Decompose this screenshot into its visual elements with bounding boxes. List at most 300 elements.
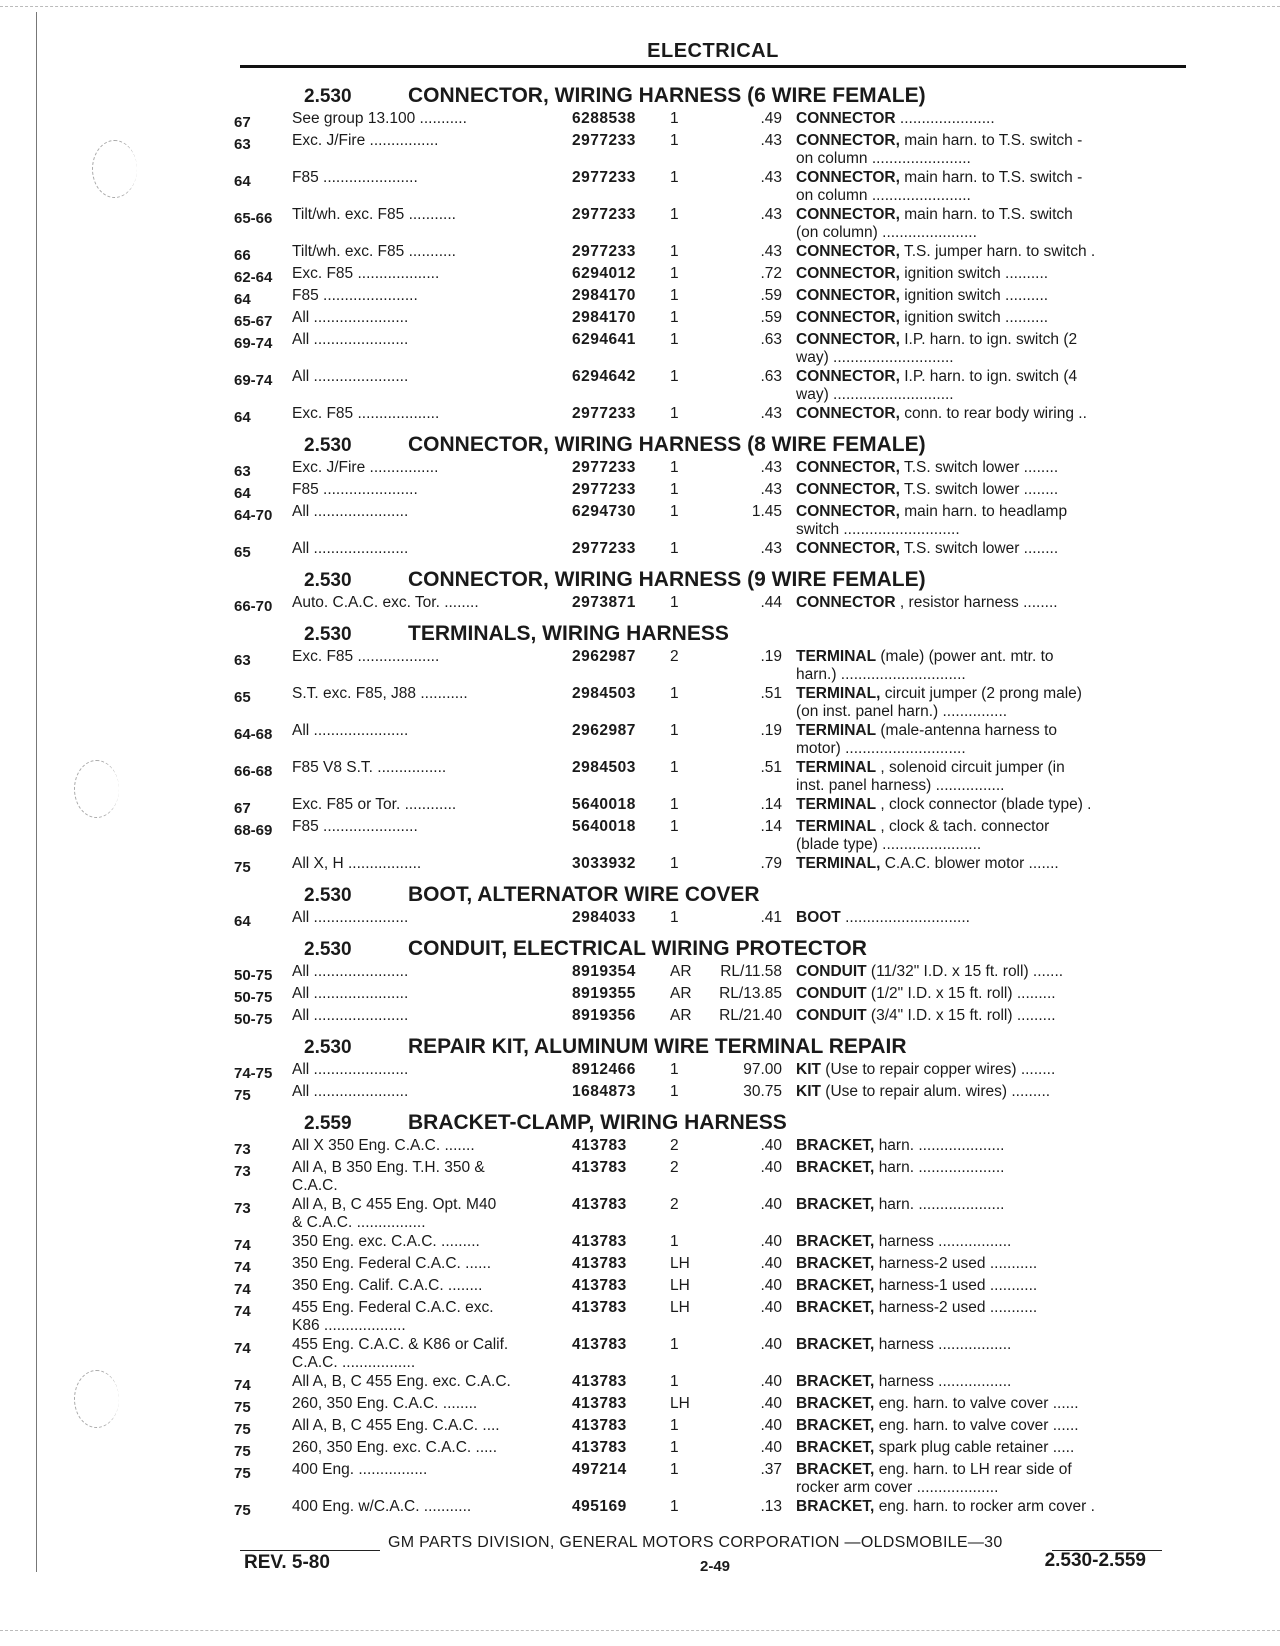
- description-text: (male) (power ant. mtr. to: [880, 648, 1054, 665]
- description-line: [796, 481, 1176, 499]
- application-line: All ......................: [292, 909, 409, 926]
- application-line: S.T. exc. F85, J88 ...........: [292, 685, 468, 702]
- part-name: CONNECTOR,: [796, 287, 900, 304]
- header-rule: [240, 65, 1186, 68]
- part-name: TERMINAL: [796, 796, 877, 813]
- description-text: ignition switch ..........: [904, 265, 1049, 282]
- description-text: circuit jumper (2 prong male): [884, 685, 1082, 702]
- description-line: [796, 224, 1176, 242]
- model-years: 68-69: [234, 822, 273, 839]
- section-heading: [240, 883, 1190, 907]
- quantity: 1: [670, 722, 679, 739]
- price: .43: [760, 132, 782, 149]
- model-years: 74: [234, 1377, 251, 1394]
- binder-hole: [92, 140, 137, 198]
- description-text: main harn. to T.S. switch: [904, 206, 1073, 223]
- description: [796, 1007, 1176, 1025]
- part-name: CONNECTOR,: [796, 169, 900, 186]
- price: RL/11.58: [720, 963, 782, 980]
- description-text: main harn. to T.S. switch -: [904, 169, 1083, 186]
- part-name: CONNECTOR,: [796, 243, 900, 260]
- page-footer: [240, 1530, 1186, 1590]
- application: [292, 110, 572, 128]
- parts-section: [234, 568, 1190, 616]
- application-line: 350 Eng. exc. C.A.C. .........: [292, 1233, 480, 1250]
- application-line: All ......................: [292, 503, 409, 520]
- description-line: [796, 386, 1176, 404]
- part-row: [234, 206, 1190, 243]
- page-header: [240, 40, 1186, 68]
- description: [796, 265, 1176, 283]
- description-line: [796, 685, 1176, 703]
- description-text: switch ...........................: [796, 521, 960, 538]
- application: [292, 368, 572, 386]
- application: [292, 331, 572, 349]
- application: [292, 287, 572, 305]
- quantity: 1: [670, 1233, 679, 1250]
- application: [292, 1498, 572, 1516]
- quantity: 1: [670, 796, 679, 813]
- application-line: Auto. C.A.C. exc. Tor. ........: [292, 594, 479, 611]
- quantity: 1: [670, 1373, 679, 1390]
- price: .14: [760, 796, 782, 813]
- price: .44: [760, 594, 782, 611]
- description-line: [796, 309, 1176, 327]
- description: [796, 405, 1176, 423]
- application: [292, 796, 572, 814]
- part-row: [234, 309, 1190, 331]
- part-name: TERMINAL,: [796, 855, 881, 872]
- description-text: main harn. to T.S. switch -: [904, 132, 1083, 149]
- part-row: [234, 1137, 1190, 1159]
- part-number: 2977233: [572, 481, 636, 498]
- description-text: (11/32" I.D. x 15 ft. roll) .......: [870, 963, 1064, 980]
- price: .49: [760, 110, 782, 127]
- description-line: [796, 169, 1176, 187]
- application: [292, 1439, 572, 1457]
- quantity: 1: [670, 206, 679, 223]
- part-row: [234, 405, 1190, 427]
- model-years: 74: [234, 1303, 251, 1320]
- application-line: All ......................: [292, 985, 409, 1002]
- description-line: [796, 985, 1176, 1003]
- part-number: 413783: [572, 1137, 627, 1154]
- description: [796, 1461, 1176, 1497]
- section-rows: [234, 1137, 1190, 1520]
- application: [292, 1417, 572, 1435]
- part-number: 2984503: [572, 759, 636, 776]
- application-line: All ......................: [292, 963, 409, 980]
- part-number: 6288538: [572, 110, 636, 127]
- part-row: [234, 796, 1190, 818]
- application-line: All X, H .................: [292, 855, 422, 872]
- description-line: [796, 1373, 1176, 1391]
- part-row: [234, 1083, 1190, 1105]
- part-row: [234, 1061, 1190, 1083]
- model-years: 63: [234, 463, 251, 480]
- description-line: [796, 1336, 1176, 1354]
- application: [292, 1395, 572, 1413]
- part-number: 2984170: [572, 287, 636, 304]
- part-name: BRACKET,: [796, 1277, 875, 1294]
- description-text: way) ............................: [796, 349, 954, 366]
- part-number: 2962987: [572, 722, 636, 739]
- section-number: 2.530: [304, 86, 352, 107]
- price: .40: [760, 1159, 782, 1176]
- quantity: 1: [670, 1083, 679, 1100]
- price: 30.75: [743, 1083, 782, 1100]
- model-years: 75: [234, 1421, 251, 1438]
- part-number: 413783: [572, 1299, 627, 1316]
- part-number: 413783: [572, 1336, 627, 1353]
- application-line: All ......................: [292, 331, 409, 348]
- part-number: 495169: [572, 1498, 627, 1515]
- part-name: BRACKET,: [796, 1336, 875, 1353]
- quantity: 1: [670, 1439, 679, 1456]
- description-text: on column .......................: [796, 150, 971, 167]
- description-line: [796, 1479, 1176, 1497]
- section-title: CONNECTOR, WIRING HARNESS (6 WIRE FEMALE): [408, 84, 926, 107]
- application-line: Exc. J/Fire ................: [292, 459, 439, 476]
- price: .43: [760, 169, 782, 186]
- application: [292, 1461, 572, 1479]
- part-row: [234, 1498, 1190, 1520]
- part-row: [234, 985, 1190, 1007]
- quantity: 1: [670, 503, 679, 520]
- description-line: [796, 1395, 1176, 1413]
- price: .40: [760, 1299, 782, 1316]
- application-line: Tilt/wh. exc. F85 ...........: [292, 243, 456, 260]
- parts-section: [234, 433, 1190, 562]
- part-name: BRACKET,: [796, 1137, 875, 1154]
- part-row: [234, 759, 1190, 796]
- model-years: 65: [234, 689, 251, 706]
- model-years: 75: [234, 1443, 251, 1460]
- section-rows: [234, 1061, 1190, 1105]
- quantity: 1: [670, 287, 679, 304]
- description: [796, 685, 1176, 721]
- price: .41: [760, 909, 782, 926]
- price: .51: [760, 759, 782, 776]
- model-years: 64: [234, 913, 251, 930]
- application: [292, 909, 572, 927]
- model-years: 75: [234, 1399, 251, 1416]
- part-name: BRACKET,: [796, 1233, 875, 1250]
- quantity: 1: [670, 1336, 679, 1353]
- price: .40: [760, 1417, 782, 1434]
- part-name: BRACKET,: [796, 1159, 875, 1176]
- model-years: 74: [234, 1340, 251, 1357]
- quantity: LH: [670, 1299, 690, 1316]
- part-row: [234, 594, 1190, 616]
- description: [796, 796, 1176, 814]
- description-line: [796, 1233, 1176, 1251]
- application-line: 350 Eng. Calif. C.A.C. ........: [292, 1277, 483, 1294]
- description-text: eng. harn. to valve cover ......: [878, 1395, 1079, 1412]
- application-line: 350 Eng. Federal C.A.C. ......: [292, 1255, 492, 1272]
- model-years: 69-74: [234, 335, 273, 352]
- application-line: 455 Eng. Federal C.A.C. exc.: [292, 1299, 494, 1316]
- description-line: [796, 1417, 1176, 1435]
- description-text: harn. ....................: [878, 1159, 1005, 1176]
- part-number: 6294641: [572, 331, 636, 348]
- model-years: 66-68: [234, 763, 273, 780]
- model-years: 73: [234, 1163, 251, 1180]
- price: .37: [760, 1461, 782, 1478]
- quantity: 1: [670, 459, 679, 476]
- price: .19: [760, 722, 782, 739]
- parts-section: [234, 1111, 1190, 1520]
- description: [796, 1299, 1176, 1317]
- application-line: 260, 350 Eng. C.A.C. ........: [292, 1395, 478, 1412]
- quantity: 1: [670, 405, 679, 422]
- description: [796, 594, 1176, 612]
- description: [796, 963, 1176, 981]
- model-years: 62-64: [234, 269, 273, 286]
- section-title: CONDUIT, ELECTRICAL WIRING PROTECTOR: [408, 937, 867, 960]
- description-line: [796, 540, 1176, 558]
- description-line: [796, 1083, 1176, 1101]
- part-number: 413783: [572, 1277, 627, 1294]
- description-text: , solenoid circuit jumper (in: [880, 759, 1065, 776]
- description-line: [796, 909, 1176, 927]
- part-row: [234, 169, 1190, 206]
- part-number: 6294642: [572, 368, 636, 385]
- description: [796, 759, 1176, 795]
- price: 97.00: [743, 1061, 782, 1078]
- part-name: CONNECTOR,: [796, 481, 900, 498]
- application-line: See group 13.100 ...........: [292, 110, 467, 127]
- description: [796, 1439, 1176, 1457]
- part-name: BRACKET,: [796, 1299, 875, 1316]
- section-rows: [234, 110, 1190, 427]
- description-text: eng. harn. to valve cover ......: [878, 1417, 1079, 1434]
- price: .40: [760, 1233, 782, 1250]
- price: .40: [760, 1277, 782, 1294]
- description-line: [796, 1196, 1176, 1214]
- description: [796, 1395, 1176, 1413]
- application: [292, 1336, 572, 1372]
- description: [796, 1336, 1176, 1354]
- part-number: 413783: [572, 1439, 627, 1456]
- description-line: [796, 1277, 1176, 1295]
- footer-rule-left: [240, 1550, 380, 1551]
- section-title: BOOT, ALTERNATOR WIRE COVER: [408, 883, 760, 906]
- description-text: (Use to repair copper wires) ........: [825, 1061, 1056, 1078]
- part-name: CONNECTOR,: [796, 206, 900, 223]
- description: [796, 985, 1176, 1003]
- description: [796, 1233, 1176, 1251]
- description-line: [796, 503, 1176, 521]
- description-line: [796, 405, 1176, 423]
- application-line: 400 Eng. w/C.A.C. ...........: [292, 1498, 472, 1515]
- description: [796, 648, 1176, 684]
- part-name: CONNECTOR: [796, 594, 896, 611]
- model-years: 65-66: [234, 210, 273, 227]
- part-name: BRACKET,: [796, 1417, 875, 1434]
- application-line: F85 ......................: [292, 481, 418, 498]
- description-line: [796, 963, 1176, 981]
- description: [796, 1255, 1176, 1273]
- description-line: [796, 818, 1176, 836]
- quantity: 2: [670, 1137, 679, 1154]
- part-row: [234, 1439, 1190, 1461]
- description-text: harn. ....................: [878, 1137, 1005, 1154]
- application-line: Tilt/wh. exc. F85 ...........: [292, 206, 456, 223]
- section-heading: [240, 568, 1190, 592]
- description: [796, 110, 1176, 128]
- description: [796, 169, 1176, 205]
- quantity: 1: [670, 110, 679, 127]
- price: .40: [760, 1439, 782, 1456]
- description-text: ......................: [899, 110, 995, 127]
- description-text: C.A.C. blower motor .......: [884, 855, 1059, 872]
- part-name: CONDUIT: [796, 1007, 867, 1024]
- model-years: 74: [234, 1237, 251, 1254]
- scan-edge-bottom: [0, 1630, 1280, 1631]
- part-row: [234, 503, 1190, 540]
- application: [292, 1083, 572, 1101]
- description: [796, 459, 1176, 477]
- description: [796, 206, 1176, 242]
- application-line: K86 ...................: [292, 1317, 406, 1334]
- application-line: All ......................: [292, 309, 409, 326]
- quantity: 2: [670, 1159, 679, 1176]
- part-name: CONNECTOR,: [796, 368, 900, 385]
- description: [796, 1373, 1176, 1391]
- model-years: 69-74: [234, 372, 273, 389]
- description-line: [796, 331, 1176, 349]
- application-line: All ......................: [292, 1061, 409, 1078]
- description-text: (3/4" I.D. x 15 ft. roll) .........: [870, 1007, 1056, 1024]
- description: [796, 1277, 1176, 1295]
- part-number: 413783: [572, 1417, 627, 1434]
- quantity: 2: [670, 1196, 679, 1213]
- description-line: [796, 287, 1176, 305]
- description-text: .............................: [845, 909, 970, 926]
- quantity: 1: [670, 1498, 679, 1515]
- application-line: F85 ......................: [292, 818, 418, 835]
- part-number: 413783: [572, 1373, 627, 1390]
- description-text: conn. to rear body wiring ..: [904, 405, 1087, 422]
- price: .59: [760, 309, 782, 326]
- description-line: [796, 594, 1176, 612]
- application-line: All ......................: [292, 1007, 409, 1024]
- description-text: harn.) .............................: [796, 666, 966, 683]
- section-title: REPAIR KIT, ALUMINUM WIRE TERMINAL REPAIR: [408, 1035, 907, 1058]
- part-number: 2977233: [572, 206, 636, 223]
- application: [292, 503, 572, 521]
- description: [796, 1137, 1176, 1155]
- model-years: 64-68: [234, 726, 273, 743]
- application-line: F85 ......................: [292, 169, 418, 186]
- application-line: Exc. F85 ...................: [292, 648, 440, 665]
- part-number: 2977233: [572, 243, 636, 260]
- part-number: 8912466: [572, 1061, 636, 1078]
- quantity: 1: [670, 368, 679, 385]
- description-line: [796, 243, 1176, 261]
- application-line: 260, 350 Eng. exc. C.A.C. .....: [292, 1439, 498, 1456]
- part-name: KIT: [796, 1083, 821, 1100]
- description-text: (on column) ......................: [796, 224, 977, 241]
- application: [292, 481, 572, 499]
- application: [292, 1159, 572, 1195]
- application-line: F85 V8 S.T. ................: [292, 759, 447, 776]
- part-number: 8919356: [572, 1007, 636, 1024]
- description-line: [796, 1255, 1176, 1273]
- part-row: [234, 818, 1190, 855]
- description: [796, 540, 1176, 558]
- description: [796, 503, 1176, 539]
- description-line: [796, 206, 1176, 224]
- part-row: [234, 963, 1190, 985]
- application: [292, 1233, 572, 1251]
- section-title: BRACKET-CLAMP, WIRING HARNESS: [408, 1111, 787, 1134]
- part-name: BRACKET,: [796, 1196, 875, 1213]
- model-years: 66-70: [234, 598, 273, 615]
- application: [292, 243, 572, 261]
- description-text: harness .................: [878, 1336, 1012, 1353]
- model-years: 64: [234, 485, 251, 502]
- part-row: [234, 1196, 1190, 1233]
- part-row: [234, 243, 1190, 265]
- application-line: All ......................: [292, 1083, 409, 1100]
- part-name: BRACKET,: [796, 1373, 875, 1390]
- revision-label: REV. 5-80: [244, 1552, 330, 1573]
- section-number: 2.530: [304, 939, 352, 960]
- quantity: AR: [670, 963, 692, 980]
- description: [796, 1196, 1176, 1214]
- application: [292, 759, 572, 777]
- part-name: TERMINAL: [796, 818, 877, 835]
- part-name: CONNECTOR,: [796, 309, 900, 326]
- part-number: 413783: [572, 1159, 627, 1176]
- description-text: on column .......................: [796, 187, 971, 204]
- quantity: AR: [670, 1007, 692, 1024]
- section-number: 2.530: [304, 570, 352, 591]
- description-text: harness .................: [878, 1233, 1012, 1250]
- model-years: 75: [234, 1465, 251, 1482]
- application-line: Exc. F85 or Tor. ............: [292, 796, 457, 813]
- group-range: 2.530-2.559: [1044, 1550, 1146, 1571]
- description-text: T.S. switch lower ........: [903, 540, 1059, 557]
- section-title: CONNECTOR, WIRING HARNESS (9 WIRE FEMALE): [408, 568, 926, 591]
- part-number: 2984170: [572, 309, 636, 326]
- application: [292, 648, 572, 666]
- description-text: inst. panel harness) ................: [796, 777, 1005, 794]
- page-number: 2-49: [700, 1558, 731, 1575]
- section-number: 2.530: [304, 624, 352, 645]
- description: [796, 481, 1176, 499]
- part-row: [234, 1255, 1190, 1277]
- description-line: [796, 648, 1176, 666]
- application-line: All A, B, C 455 Eng. Opt. M40: [292, 1196, 497, 1213]
- part-row: [234, 1299, 1190, 1336]
- quantity: 1: [670, 331, 679, 348]
- description-text: harness-1 used ...........: [878, 1277, 1038, 1294]
- model-years: 65: [234, 544, 251, 561]
- part-name: KIT: [796, 1061, 821, 1078]
- application-line: Exc. J/Fire ................: [292, 132, 439, 149]
- part-number: 8919355: [572, 985, 636, 1002]
- description: [796, 243, 1176, 261]
- section-title: CONNECTOR, WIRING HARNESS (8 WIRE FEMALE): [408, 433, 926, 456]
- application: [292, 594, 572, 612]
- description-line: [796, 740, 1176, 758]
- quantity: 2: [670, 648, 679, 665]
- application: [292, 855, 572, 873]
- quantity: 1: [670, 132, 679, 149]
